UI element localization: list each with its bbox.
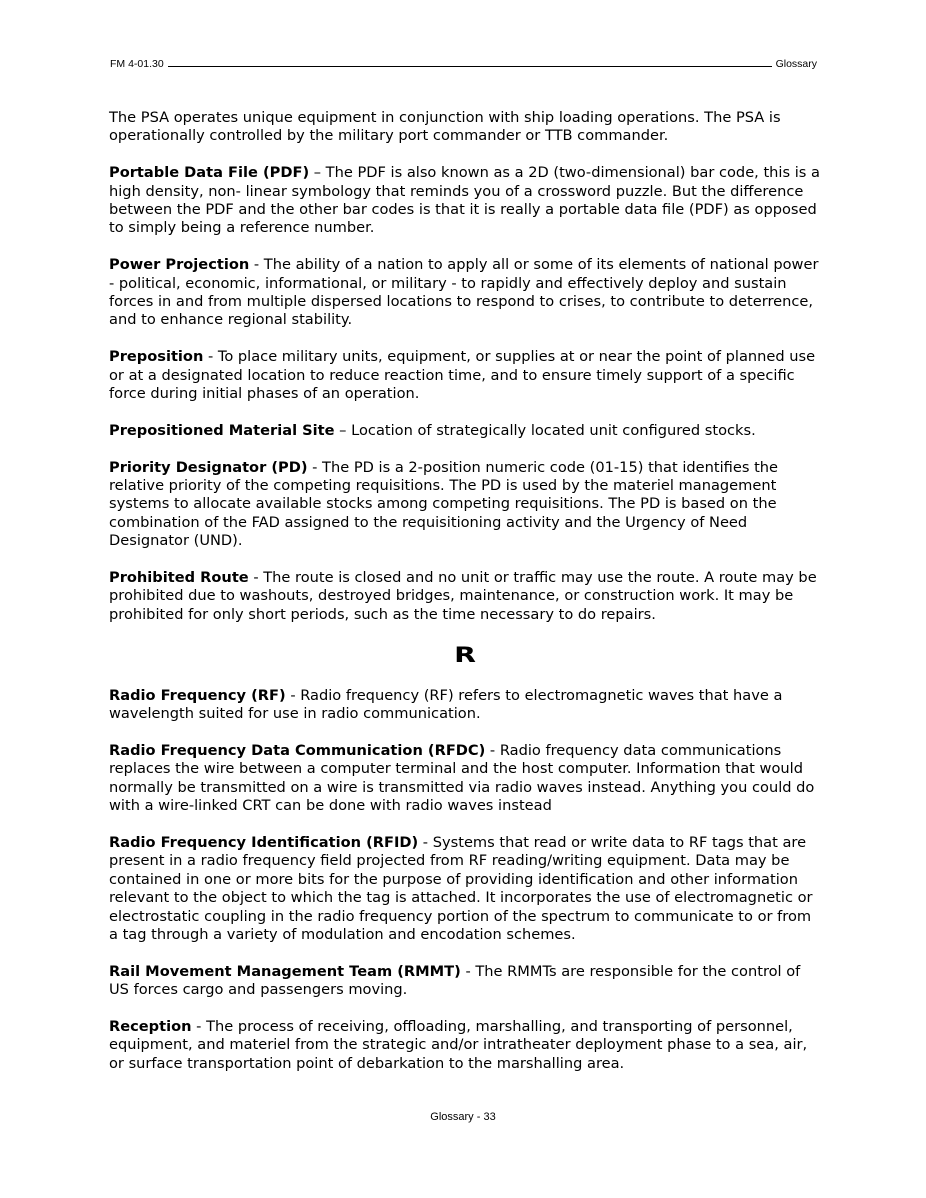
- entry-definition: – Location of strategically located unit configured stocks.: [334, 421, 756, 439]
- page-footer: Glossary - 33: [430, 1111, 496, 1123]
- glossary-entry: [109, 422, 821, 440]
- entry-term: Portable Data File (PDF): [109, 164, 310, 182]
- header-section-title: Glossary: [775, 58, 817, 70]
- header-rule: [168, 66, 772, 67]
- entry-term: Power Projection: [109, 256, 250, 274]
- glossary-entry: [109, 834, 821, 944]
- entry-definition: - To place military units, equipment, or supplies at or near the point of planned use or at a designated location to reduce reaction time, and to ensure timely support of a specific force during initial phases of an operation.: [109, 348, 816, 403]
- glossary-entry: [109, 256, 821, 330]
- entry-term: Preposition: [109, 348, 204, 366]
- glossary-entry: [109, 164, 821, 238]
- entry-definition: - The RMMTs are responsible for the control of US forces cargo and passengers moving.: [109, 962, 801, 999]
- entry-definition: - The route is closed and no unit or traffic may use the route. A route may be prohibited due to washouts, destroyed bridges, maintenance, or construction work. It may be prohibited for only short periods, such as the time necessary to do repairs.: [109, 569, 817, 623]
- header-manual-id: FM 4-01.30: [110, 58, 164, 70]
- glossary-entry: [109, 1018, 821, 1073]
- glossary-entry: [109, 459, 821, 551]
- glossary-entry: [109, 569, 821, 624]
- entry-definition: - The ability of a nation to apply all or some of its elements of national power - political, economic, informational, or military - to rapidly and effectively deploy and sustain forces in and from multiple dispersed locations to respond to crises, to contribute to deterrence, and to enhance regional stability.: [109, 256, 819, 329]
- section-letter-heading: R: [454, 642, 476, 667]
- intro-paragraph: The PSA operates unique equipment in conjunction with ship loading operations. The PSA is operationally controlled by the military port commander or TTB commander.: [109, 109, 781, 145]
- glossary-content: [109, 109, 821, 1092]
- page-header: [110, 54, 817, 70]
- entry-term: Reception: [109, 1017, 192, 1035]
- entry-term: Radio Frequency (RF): [109, 686, 286, 704]
- entry-definition: - The process of receiving, offloading, marshalling, and transporting of personnel, equipment, and materiel from the strategic and/or intratheater deployment phase to a sea, air, or surface transportation point of debarkation to the marshalling area.: [109, 1017, 808, 1072]
- entry-term: Radio Frequency Data Communication (RFDC): [109, 741, 486, 759]
- glossary-entry: [109, 742, 821, 816]
- entry-term: Prepositioned Material Site: [109, 421, 335, 439]
- glossary-entry: [109, 963, 821, 1000]
- entry-term: Prohibited Route: [109, 569, 249, 587]
- entry-term: Rail Movement Management Team (RMMT): [109, 962, 461, 980]
- entry-definition: - Radio frequency (RF) refers to electromagnetic waves that have a wavelength suited for use in radio communication.: [109, 686, 783, 723]
- entry-definition: - Radio frequency data communications replaces the wire between a computer terminal and the host computer. Information that would normally be transmitted on a wire is transmitted via radio waves instead. Anything you could do with a wire-linked CRT can be done with radio waves instead: [109, 741, 815, 815]
- entry-definition: - The PD is a 2-position numeric code (01-15) that identifies the relative priority of the competing requisitions. The PD is used by the materiel management systems to allocate available stocks among competing requisitions. The PD is based on the combination of the FAD assigned to the requisitioning activity and the Urgency of Need Designator (UND).: [109, 458, 779, 550]
- entry-term: Priority Designator (PD): [109, 458, 308, 476]
- glossary-entry: [109, 687, 821, 724]
- entry-definition: – The PDF is also known as a 2D (two-dimensional) bar code, this is a high density, non- linear symbology that reminds you of a crossword puzzle. But the difference between the PDF and the other bar codes is that it is really a portable data file (PDF) as opposed to simply being a reference number.: [109, 164, 820, 237]
- entry-definition: - Systems that read or write data to RF tags that are present in a radio frequency field projected from RF reading/writing equipment. Data may be contained in one or more bits for the purpose of providing identification and other information relevant to the object to which the tag is attached. It incorporates the use of electromagnetic or electrostatic coupling in the radio frequency portion of the spectrum to communicate to or from a tag through a variety of modulation and encodation schemes.: [109, 833, 813, 943]
- glossary-entry: [109, 348, 821, 403]
- entry-term: Radio Frequency Identification (RFID): [109, 833, 419, 851]
